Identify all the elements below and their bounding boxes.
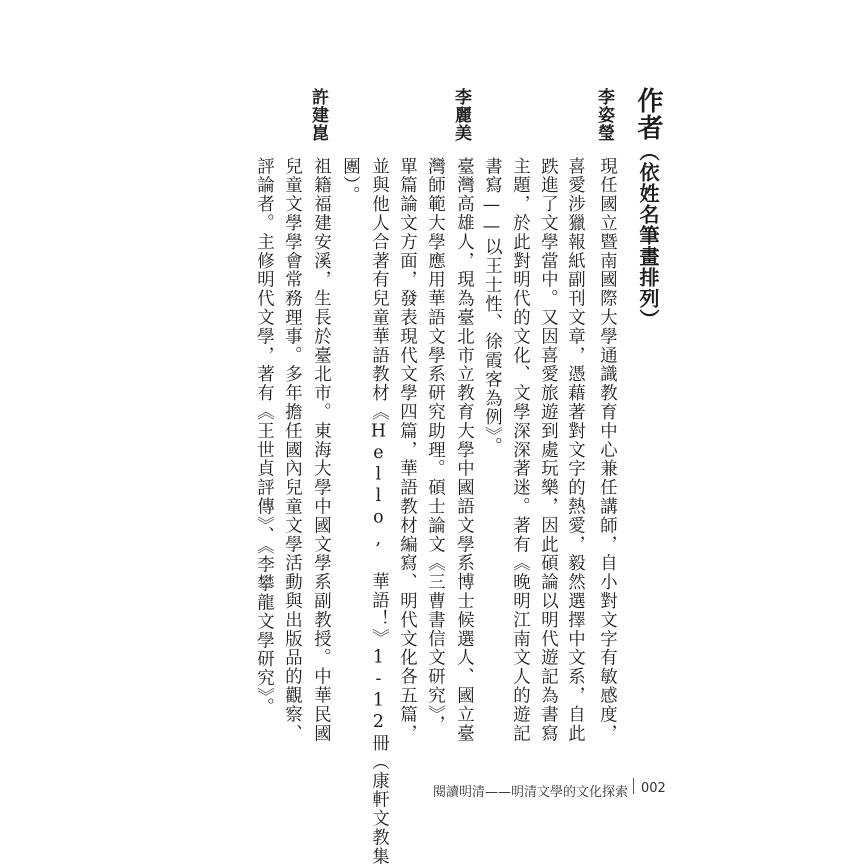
author-bio-line: 並與他人合著有兒童華語教材《Hello, 華語！》1-12冊（康軒文教集 <box>368 157 389 866</box>
author-bio-line: 現任國立暨南國際大學通識教育中心兼任講師，自小對文字有敏感度， <box>596 157 617 743</box>
author-bio-line: 團）。 <box>339 157 360 205</box>
section-subtitle: （依姓名筆畫排列） <box>636 141 660 330</box>
running-footer-title: 閱讀明清——明清文學的文化探索 <box>432 785 628 800</box>
author-bio-line: 祖籍福建安溪，生長於臺北市。東海大學中國文學系副教授。中華民國 <box>310 157 331 743</box>
author-bio-line: 跌進了文學當中。又因喜愛旅遊到處玩樂，因此碩論以明代遊記為書寫 <box>537 157 558 743</box>
section-title: 作者 <box>633 87 663 141</box>
author-bio-line: 喜愛涉獵報紙副刊文章，憑藉著對文字的熱愛，毅然選擇中文系，自此 <box>564 157 585 743</box>
author-name: 李姿瑩 <box>594 88 614 142</box>
author-name: 李麗美 <box>451 88 471 142</box>
section-heading <box>635 87 661 330</box>
author-bio-line: 灣師範大學應用華語文學系研究助理。碩士論文《三曹書信文研究》， <box>424 157 445 735</box>
footer-divider <box>633 778 634 794</box>
author-bio-line: 主題，於此對明代的文化、文學深深著迷。著有《晚明江南文人的遊記 <box>509 157 530 743</box>
author-bio-line: 評論者。主修明代文學，著有《王世貞評傳》、《李攀龍文學研究》。 <box>253 157 274 717</box>
author-name: 許建崑 <box>308 88 328 142</box>
author-bio-line: 單篇論文方面，發表現代文學四篇，華語教材編寫、明代文化各五篇， <box>396 157 417 743</box>
author-bio-line: 臺灣高雄人，現為臺北市立教育大學中國語文學系博士候選人、國立臺 <box>453 157 474 743</box>
author-bio-line: 書寫——以王士性、徐霞客為例》。 <box>481 157 502 456</box>
page-number: 002 <box>641 781 666 796</box>
author-bio-line: 兒童文學學會常務理事。多年擔任國內兒童文學活動與出版品的觀察、 <box>281 157 302 743</box>
